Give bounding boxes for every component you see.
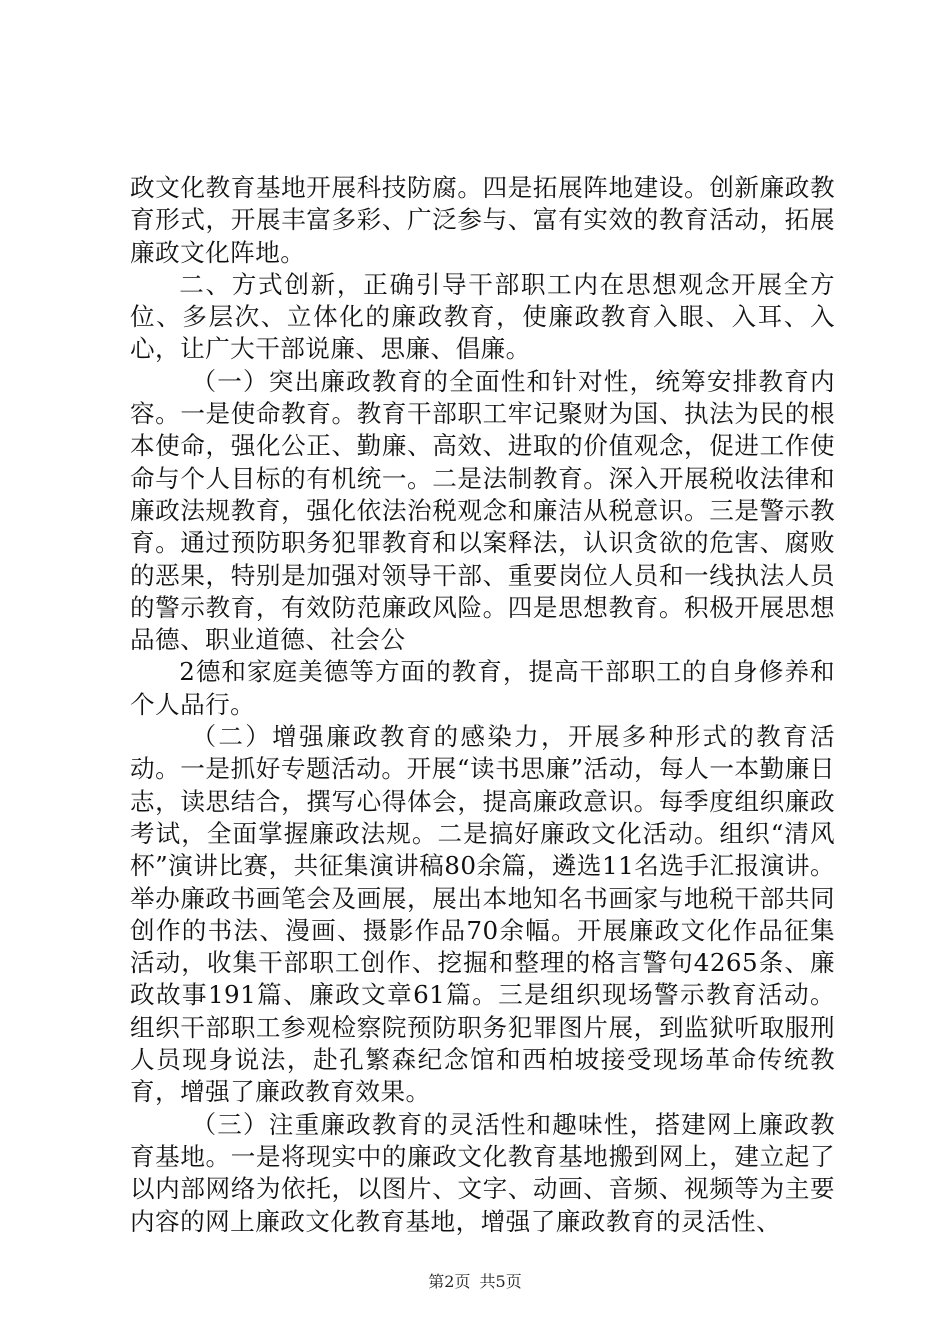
paragraph-1: 政文化教育基地开展科技防腐。四是拓展阵地建设。创新廉政教育形式，开展丰富多彩、广泛参与、富有实效的教育活动，拓展廉政文化阵地。	[130, 173, 835, 267]
paragraph-6: （三）注重廉政教育的灵活性和趣味性，搭建网上廉政教育基地。一是将现实中的廉政文化教育基地搬到网上，建立起了以内部网络为依托，以图片、文字、动画、音频、视频等为主要内容的网上廉政文化教育基地，增强了廉政教育的灵活性、	[130, 1109, 835, 1236]
page-footer	[0, 1272, 950, 1292]
document-body	[130, 172, 835, 1238]
paragraph-5: （二）增强廉政教育的感染力，开展多种形式的教育活动。一是抓好专题活动。开展“读书思廉”活动，每人一本勤廉日志，读思结合，撰写心得体会，提高廉政意识。每季度组织廉政考试，全面掌握廉政法规。二是搞好廉政文化活动。组织“清风杯”演讲比赛，共征集演讲稿80余篇，遴选11名选手汇报演讲。举办廉政书画笔会及画展，展出本地知名书画家与地税干部共同创作的书法、漫画、摄影作品70余幅。开展廉政文化作品征集活动，收集干部职工创作、挖掘和整理的格言警句4265条、廉政故事191篇、廉政文章61篇。三是组织现场警示教育活动。组织干部职工参观检察院预防职务犯罪图片展，到监狱听取服刑人员现身说法，赴孔繁森纪念馆和西柏坡接受现场革命传统教育，增强了廉政教育效果。	[130, 722, 835, 1107]
paragraph-3: （一）突出廉政教育的全面性和针对性，统筹安排教育内容。一是使命教育。教育干部职工牢记聚财为国、执法为民的根本使命，强化公正、勤廉、高效、进取的价值观念，促进工作使命与个人目标的有机统一。二是法制教育。深入开展税收法律和廉政法规教育，强化依法治税观念和廉洁从税意识。三是警示教育。通过预防职务犯罪教育和以案释法，认识贪欲的危害、腐败的恶果，特别是加强对领导干部、重要岗位人员和一线执法人员的警示教育，有效防范廉政风险。四是思想教育。积极开展思想品德、职业道德、社会公	[130, 366, 835, 655]
paragraph-2: 二、方式创新，正确引导干部职工内在思想观念开展全方位、多层次、立体化的廉政教育，使廉政教育入眼、入耳、入心，让广大干部说廉、思廉、倡廉。	[130, 269, 835, 364]
page-total: 共5页	[479, 1272, 522, 1291]
page-number: 第2页	[428, 1272, 471, 1291]
paragraph-4: 2德和家庭美德等方面的教育，提高干部职工的自身修养和个人品行。	[130, 657, 835, 719]
